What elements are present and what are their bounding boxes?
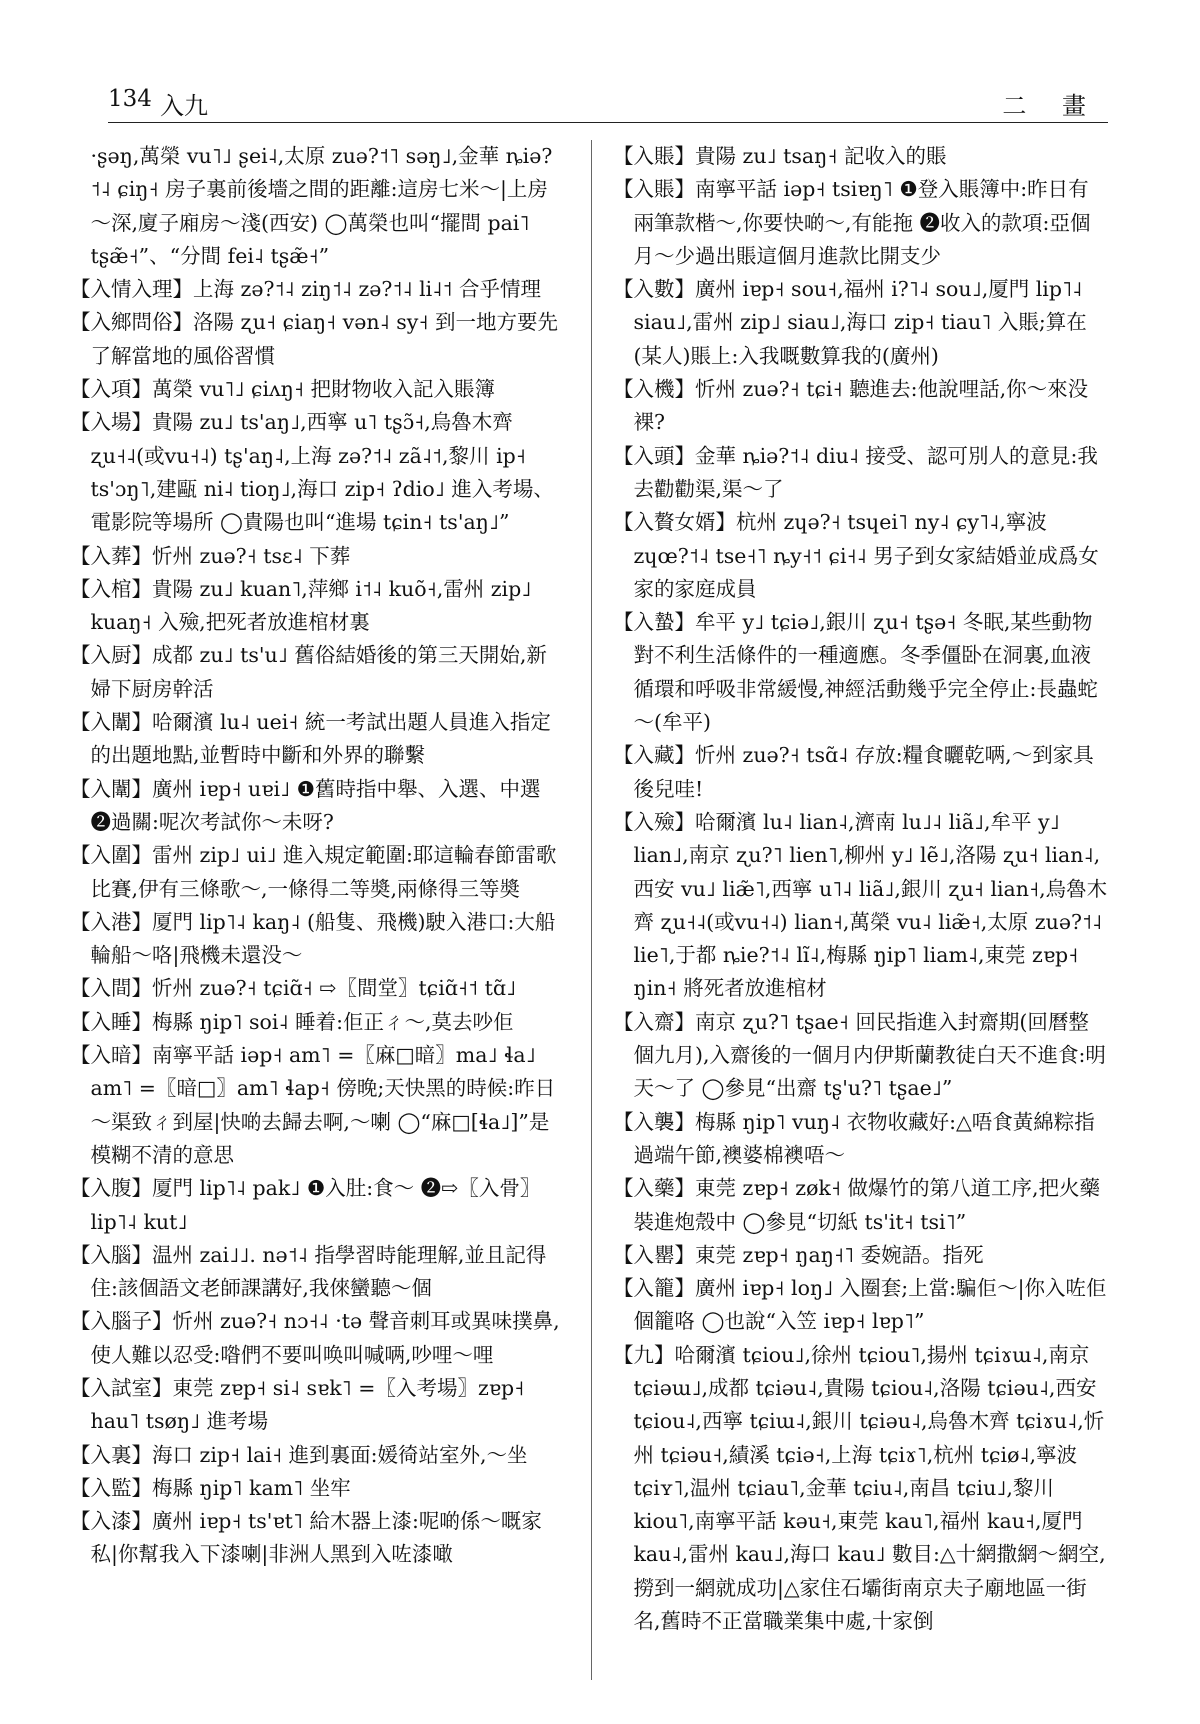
entry: 【入腦】温州 zai˩˩. nə˦˨ 指學習時能理解,並且記得住:該個語文老師課講好,我倈蠻聽～個 xyxy=(70,1242,547,1301)
column-divider xyxy=(591,140,592,1680)
entry: 【入鄉問俗】洛陽 ʐu˧ ɕiaŋ˧ vən˨ sy˧ 到一地方要先了解當地的風俗習慣 xyxy=(70,310,558,368)
entry: 【入數】廣州 iɐp˧ sou˧,福州 i?˥˨ sou˩,厦門 lip˥˨ siau˩,雷州 zip˩ siau˩,海口 zip˧ tiau˥ 入賬;算在(某人)賬上:入我嘅數算我的(廣州) xyxy=(613,277,1087,368)
entry: 【入腹】厦門 lip˥˨ pak˩ ❶入肚:食～ ❷⇨〖入骨〗lip˥˨ kut˩ xyxy=(70,1176,541,1234)
entry: 【入蟄】牟平 y˩ tɕiə˩,銀川 ʐu˧ tʂə˧ 冬眠,某些動物對不利生活條件的一種適應。冬季僵卧在洞裏,血液循環和呼吸非常緩慢,神經活動幾乎完全停止:長蟲蛇～(牟平) xyxy=(613,610,1098,735)
entry: 【入漆】廣州 iɐp˧ ts'ɐt˥ 給木器上漆:呢啲係～嘅家私|你幫我入下漆喇|非洲人黑到入咗漆噉 xyxy=(70,1509,542,1567)
entry: 【入籠】廣州 iɐp˧ loŋ˩ 入圈套;上當:騙佢～|你入咗佢個籠咯 ◯也說“入笠 iɐp˧ lɐp˥” xyxy=(613,1276,1107,1334)
entry: 【入齋】南京 ʐu?˥ tʂae˧ 回民指進入封齋期(回曆整個九月),入齋後的一個月内伊斯蘭教徒白天不進食:明天～了 ◯參見“出齋 tʂ'u?˥ tʂae˩” xyxy=(613,1009,1106,1101)
entry: 【入睡】梅縣 ŋip˥ soi˨ 睡着:佢正ㄔ～,莫去吵佢 xyxy=(70,1009,514,1034)
entry: 【入葬】忻州 zuə?˧ tsɛ˨ 下葬 xyxy=(70,543,351,568)
entry: 【入闈】廣州 iɐp˧ uɐi˩ ❶舊時指中舉、入選、中選 ❷過關:呢次考試你～未呀? xyxy=(70,776,541,834)
entry: 【入罌】東莞 zɐp˧ ŋaŋ˧˥ 委婉語。指死 xyxy=(613,1242,984,1267)
entry: 【入殮】哈爾濱 lu˨ lian˨,濟南 lu˩˨ liã˩,牟平 y˩ lian˩,南京 ʐu?˥ lien˥,柳州 y˩ lẽ˩,洛陽 ʐu˧ lian˨,西安 vu˩ liæ̃˥,西寧 u˥˨ liã˩,銀川 ʐu˧ lian˧,烏魯木齊 ʐu˧˨(或vu˧˨) lian˧,萬榮 vu˨ liæ̃˧,太原 zuə?˦˨ lie˥,于都 ȵie?˦˨ lĩ˨,梅縣 ŋip˥ liam˨,東莞 zɐp˧ ŋin˧ 將死者放進棺材 xyxy=(613,809,1108,1001)
entry: 【入賬】貴陽 zu˩ tsaŋ˧ 記收入的賬 xyxy=(613,144,947,168)
entry: 【入裏】海口 zip˧ lai˧ 進到裏面:媛徛站室外,～坐 xyxy=(70,1442,528,1467)
entry: 【入腦子】忻州 zuə?˧ nɔ˧˨ ·tə 聲音刺耳或異味撲鼻,使人難以忍受:喒們不要叫唤叫喊唡,吵哩～哩 xyxy=(70,1309,560,1367)
entry: ·ʂəŋ,萬榮 vu˥˩ ʂei˨,太原 zuə?˦˥ səŋ˩,金華 ȵiə?˦˨ ɕiŋ˧ 房子裏前後墻之間的距離:這房七米～|上房～深,廈子廂房～淺(西安) ◯萬榮也叫“擺間 pai˥ tʂæ̃˧”、“分間 fei˨ tʂæ̃˧” xyxy=(90,144,553,268)
entry: 【入厨】成都 zu˩ ts'u˩ 舊俗結婚後的第三天開始,新婦下厨房幹活 xyxy=(70,643,547,701)
entry: 【入監】梅縣 ŋip˥ kam˥ 坐牢 xyxy=(70,1475,351,1500)
entry: 【九】哈爾濱 tɕiou˩,徐州 tɕiou˥,揚州 tɕiɤɯ˨,南京 tɕiəɯ˩,成都 tɕiəu˨,貴陽 tɕiou˨,洛陽 tɕiəu˨,西安 tɕiou˨,西寧 tɕiɯ˨,銀川 tɕiəu˨,烏魯木齊 tɕiɤu˨,忻州 tɕiəu˧,績溪 tɕiə˧,上海 tɕiɤ˥,杭州 tɕiø˨,寧波 tɕiʏ˥,温州 tɕiau˥,金華 tɕiu˨,南昌 tɕiu˩,黎川 kiou˥,南寧平話 kəu˧,東莞 kau˥,福州 kau˧,厦門 kau˨,雷州 kau˩,海口 kau˩ 數目:△十網撒網～網空,撈到一網就成功|△家住石壩街南京夫子廟地區一街名,舊時不正當職業集中處,十家倒 xyxy=(613,1342,1106,1634)
entry: 【入棺】貴陽 zu˩ kuan˥,萍鄉 i˦˨ kuõ˧,雷州 zip˩ kuaŋ˧ 入殮,把死者放進棺材裏 xyxy=(70,576,532,635)
entry: 【入藥】東莞 zɐp˧ zøk˧ 做爆竹的第八道工序,把火藥裝進炮殼中 ◯參見“切紙 ts'it˧ tsi˥” xyxy=(613,1176,1100,1234)
entry: 【入間】忻州 zuə?˧ tɕiɑ̃˧ ⇨〖間堂〗tɕiɑ̃˧˦ tɑ̃˩ xyxy=(70,976,517,1001)
entry: 【入項】萬榮 vu˥˩ ɕiʌŋ˧ 把財物收入記入賬簿 xyxy=(70,377,495,402)
left-column xyxy=(70,140,565,1700)
entry: 【入闈】哈爾濱 lu˨ uei˧ 統一考試出題人員進入指定的出題地點,並暫時中斷和外界的聯繫 xyxy=(70,710,551,768)
entry: 【入贅女婿】杭州 zɥə?˧ tsɥei˥ ny˨ ɕy˥˨,寧波 zɥœ?˦˨ tse˧˥ ȵy˧˦ ɕi˧˨ 男子到女家結婚並成爲女家的家庭成員 xyxy=(613,510,1099,601)
page-header xyxy=(108,86,1108,123)
page-number: 134 xyxy=(108,86,152,112)
right-column xyxy=(613,140,1108,1700)
section-title: 入九 xyxy=(160,92,208,120)
entry: 【入試室】東莞 zɐp˧ si˨ sɐk˥ =〖入考場〗zɐp˧ hau˥ tsøŋ˩ 進考場 xyxy=(70,1375,525,1434)
entry: 【入暗】南寧平話 iəp˧ am˥ =〖麻□暗〗ma˩ ɬa˩ am˥ =〖暗□〗am˥ ɬap˧ 傍晚;天快黑的時候:昨日～渠致ㄔ到屋|快啲去歸去啊,～喇 ◯“麻□[ɬa˩]”是模糊不清的意思 xyxy=(70,1043,556,1167)
entry: 【入情入理】上海 zə?˦˨ ziŋ˦˨ zə?˦˨ li˨˦ 合乎情理 xyxy=(70,277,541,302)
entry: 【入藏】忻州 zuə?˧ tsɑ̃˨ 存放:糧食曬乾唡,～到家具後兒哇! xyxy=(613,743,1094,801)
entry: 【入頭】金華 ȵiə?˦˨ diu˨ 接受、認可別人的意見:我去勸勸渠,渠～了 xyxy=(613,443,1098,501)
entry: 【入港】厦門 lip˥˨ kaŋ˨ (船隻、飛機)駛入港口:大船輪船～咯|飛機未還没～ xyxy=(70,909,556,968)
entry: 【入襲】梅縣 ŋip˥ vuŋ˨ 衣物收藏好:△唔食黃綿粽指過端午節,襖婆棉襖唔～ xyxy=(613,1109,1095,1167)
entry: 【入場】貴陽 zu˩ ts'aŋ˩,西寧 u˥ tʂɔ̃˧,烏魯木齊 ʐu˧˨(或vu˧˨) tʂ'aŋ˨,上海 zə?˦˨ zã˨˦,黎川 ip˧ ts'ɔŋ˥,建甌 ni˨ tioŋ˩,海口 zip˧ ʔdio˩ 進入考場、電影院等場所 ◯貴陽也叫“進場 tɕin˧ ts'aŋ˩” xyxy=(70,410,554,535)
stroke-count-title: 二 畫 xyxy=(1002,92,1100,120)
entry: 【入圍】雷州 zip˩ ui˩ 進入規定範圍:耶這輪春節雷歌比賽,伊有三條歌～,一條得二等奬,兩條得三等奬 xyxy=(70,843,557,901)
entry: 【入機】忻州 zuə?˧ tɕi˧ 聽進去:他說哩話,你～來没裸? xyxy=(613,377,1089,435)
entry: 【入賬】南寧平話 iəp˧ tsiɐŋ˥ ❶登入賬簿中:昨日有兩筆款楷～,你要快啲～,有能拖 ❷收入的款項:亞個月～少過出賬這個月進款比開支少 xyxy=(613,177,1091,268)
